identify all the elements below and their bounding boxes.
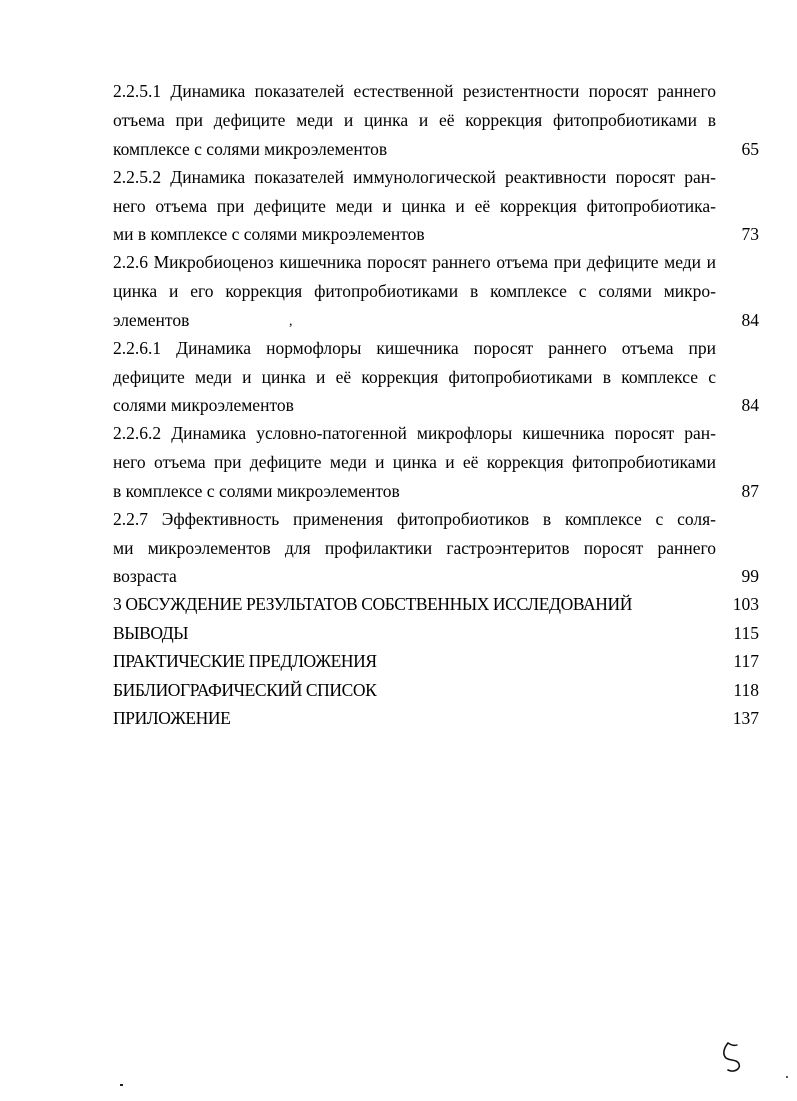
toc-entry-line: ми в комплексе с солями микроэлементов (113, 224, 425, 244)
scan-speck (120, 1084, 123, 1086)
toc-entry-line: 2.2.5.1 Динамика показателей естественной резистентности поросят раннего (113, 81, 716, 101)
toc-entry-line: цинка и его коррекция фитопробиотиками в комплексе с солями микро- (113, 281, 716, 301)
toc-heading-title: 3 ОБСУЖДЕНИЕ РЕЗУЛЬТАТОВ СОБСТВЕННЫХ ИССЛЕДОВАНИЙ (113, 594, 632, 614)
toc-heading-title: ПРИЛОЖЕНИЕ (113, 708, 231, 728)
toc-heading-title: БИБЛИОГРАФИЧЕСКИЙ СПИСОК (113, 680, 377, 700)
toc-page-number: 137 (732, 708, 759, 728)
toc-entry-line: 2.2.7 Эффективность применения фитопробиотиков в комплексе с соля- (113, 509, 716, 529)
toc-entry-line: 2.2.6 Микробиоценоз кишечника поросят раннего отъема при дефиците меди и (113, 252, 716, 272)
stray-comma-mark: , (289, 314, 293, 329)
toc-page-number: 115 (733, 623, 759, 643)
toc-page-number: 73 (741, 224, 759, 244)
toc-entry-line: 2.2.6.1 Динамика нормофлоры кишечника поросят раннего отъема при (113, 338, 716, 358)
toc-page-number: 65 (741, 139, 759, 159)
toc-entry-line: элементов (113, 310, 190, 330)
toc-entry-line: ми микроэлементов для профилактики гастроэнтеритов поросят раннего (113, 538, 716, 558)
toc-entry-line: солями микроэлементов (113, 395, 294, 415)
toc-entry-line: 2.2.5.2 Динамика показателей иммунологической реактивности поросят ран- (113, 167, 716, 187)
toc-page-number: 117 (733, 651, 759, 671)
toc-page-number: 87 (741, 481, 759, 501)
toc-entry-line: возраста (113, 566, 177, 586)
toc-entry-line: него отъема при дефиците меди и цинка и её коррекция фитопробиотика- (113, 196, 716, 216)
toc-page-number: 84 (741, 310, 759, 330)
toc-entry-line: дефиците меди и цинка и её коррекция фитопробиотиками в комплексе с (113, 367, 716, 387)
scan-speck (786, 1076, 788, 1078)
toc-entry-line: 2.2.6.2 Динамика условно-патогенной микрофлоры кишечника поросят ран- (113, 423, 716, 443)
handwritten-page-number-icon (718, 1040, 744, 1074)
toc-heading-title: ВЫВОДЫ (113, 623, 189, 643)
toc-entry-line: него отъема при дефиците меди и цинка и её коррекция фитопробиотиками (113, 452, 716, 472)
toc-entry-line: комплексе с солями микроэлементов (113, 139, 388, 159)
toc-page-number: 118 (733, 680, 759, 700)
toc-entry-line: отъема при дефиците меди и цинка и её коррекция фитопробиотиками в (113, 110, 716, 130)
toc-heading-title: ПРАКТИЧЕСКИЕ ПРЕДЛОЖЕНИЯ (113, 651, 377, 671)
toc-page-number: 84 (741, 395, 759, 415)
toc-page-number: 103 (732, 594, 759, 614)
toc-page-number: 99 (741, 566, 759, 586)
toc-entry-line: в комплексе с солями микроэлементов (113, 481, 400, 501)
